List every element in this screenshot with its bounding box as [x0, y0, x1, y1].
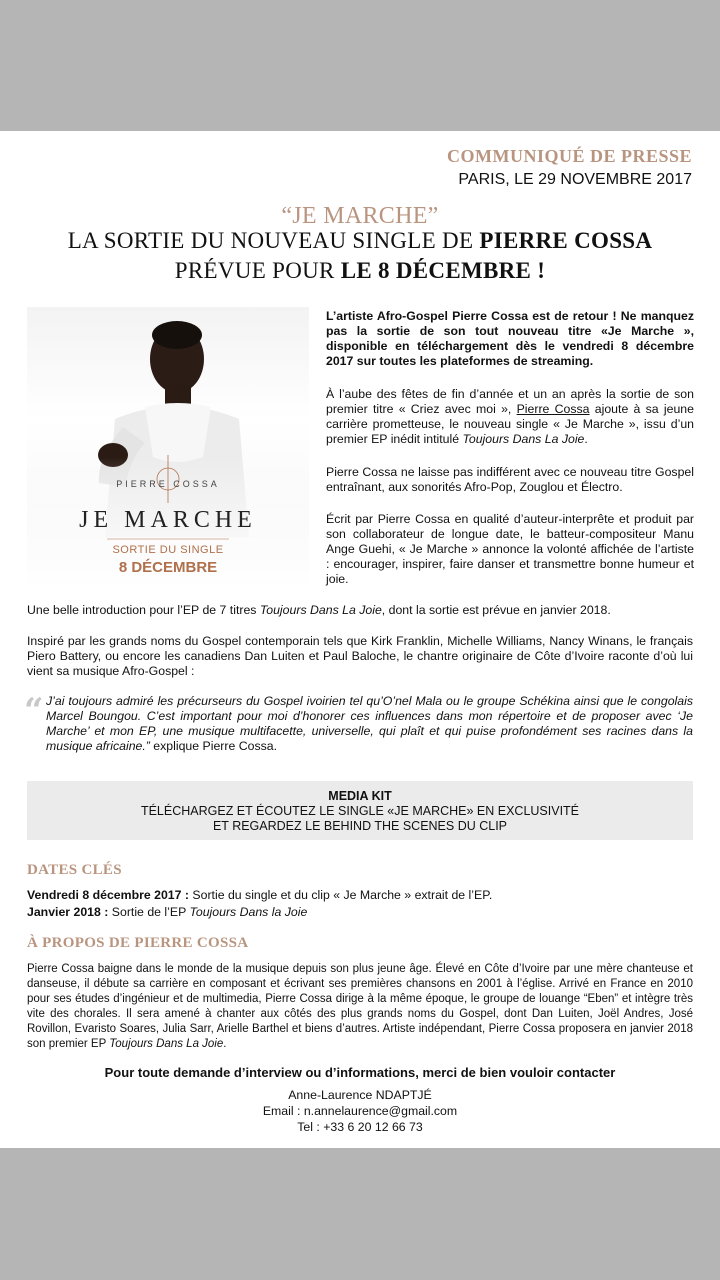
paragraph-1-c: .: [584, 432, 588, 446]
quote-mark-icon: “: [24, 691, 44, 731]
headline-line-3: [0, 258, 720, 284]
ep-title: Toujours Dans La Joie: [462, 432, 585, 446]
key-date-1-label: Vendredi 8 décembre 2017 :: [27, 888, 189, 902]
single-cover-image: [27, 307, 309, 589]
intro-paragraph: L’artiste Afro-Gospel Pierre Cossa est de retour ! Ne manquez pas la sortie de son tout nouveau titre «Je Marche », disponible en téléchargement dès le vendredi 8 décembre 2017 sur toutes les plateformes de streaming.: [326, 309, 694, 368]
key-date-2-text: Sortie de l’EP: [108, 905, 190, 919]
media-kit-line-1: TÉLÉCHARGEZ ET ÉCOUTEZ LE SINGLE «JE MARCHE» EN EXCLUSIVITÉ: [140, 804, 580, 818]
about-title: À PROPOS DE PIERRE COSSA: [27, 935, 249, 951]
paragraph-1-b: ajoute à sa jeune carrière prometteuse, le nouveau single « Je Marche », issu d’un premier EP inédit intitulé: [326, 402, 694, 446]
key-date-2-label: Janvier 2018 :: [27, 905, 109, 919]
about-end: .: [223, 1038, 227, 1050]
quote-attribution: explique Pierre Cossa.: [149, 739, 278, 753]
contact-phone[interactable]: Tel : +33 6 20 12 66 73: [297, 1120, 423, 1134]
paragraph-2: Pierre Cossa ne laisse pas indifférent avec ce nouveau titre Gospel entraînant, aux sonorités Afro-Pop, Zouglou et Électro.: [326, 465, 694, 494]
artist-link[interactable]: Pierre Cossa: [516, 402, 590, 416]
key-date-1: [27, 888, 492, 902]
key-date-1-text: Sortie du single et du clip « Je Marche » extrait de l’EP.: [189, 888, 493, 902]
media-kit-line-2: ET REGARDEZ LE BEHIND THE SCENES DU CLIP: [212, 819, 508, 833]
paragraph-1-a: À l’aube des fêtes de fin d’année et un an après la sortie de son premier titre « Criez avec moi »,: [326, 387, 694, 416]
headline-line-3-text: PRÉVUE POUR: [174, 258, 341, 283]
key-date-2-ep-title: Toujours Dans la Joie: [189, 905, 308, 919]
about-text: Pierre Cossa baigne dans le monde de la musique depuis son plus jeune âge. Élevé en Côte d’Ivoire par une mère chanteuse et danseuse, il débute sa carrière en composant et écrivant ses premières chansons en 2001 à l’église. Arrivé en France en 2010 pour ses études d’ingénieur et de multimedia, Pierre Cossa dirige à la même époque, le groupe de louange “Eben” et intègre très vite des chorales. Il sera amené à chanter aux côtés des plus grands noms du Gospel, dont Dan Luiten, Joël Andres, José Rovillon, Evaristo Soares, Julia Sarr, Arielle Barthel et biens d’autres. Artiste indépendant, Pierre Cossa proposera en janvier 2018 son premier EP: [27, 963, 693, 1050]
artist-quote: [46, 694, 693, 754]
paragraph-4-b: , dont la sortie est prévue en janvier 2018.: [381, 603, 611, 617]
document-date: PARIS, LE 29 NOVEMBRE 2017: [458, 171, 692, 188]
press-release-page: [0, 131, 720, 1148]
about-paragraph: [27, 962, 693, 1052]
headline-line-2-text: LA SORTIE DU NOUVEAU SINGLE DE: [67, 228, 480, 253]
paragraph-5: Inspiré par les grands noms du Gospel contemporain tels que Kirk Franklin, Michelle Williams, Nancy Winans, le français Piero Battery, ou encore les canadiens Dan Luiten et Paul Baloche, le chantre originaire de Côte d’Ivoire raconte d’où lui vient sa musique Afro-Gospel :: [27, 634, 693, 678]
paragraph-4: [27, 603, 693, 618]
media-kit-title: MEDIA KIT: [328, 789, 392, 803]
cover-subtitle: SORTIE DU SINGLE: [112, 544, 224, 556]
key-date-2: [27, 905, 307, 919]
media-kit-box[interactable]: [27, 781, 693, 840]
paragraph-4-a: Une belle introduction pour l’EP de 7 titres: [27, 603, 260, 617]
paragraph-4-ep-title: Toujours Dans La Joie: [259, 603, 382, 617]
document-type: COMMUNIQUÉ DE PRESSE: [446, 146, 692, 166]
headline-line-2: [0, 228, 720, 254]
headline-release-date: LE 8 DÉCEMBRE !: [340, 258, 546, 283]
contact-call-to-action: Pour toute demande d’interview ou d’informations, merci de bien vouloir contacter: [104, 1065, 616, 1080]
contact-name: Anne-Laurence NDAPTJÉ: [288, 1088, 432, 1102]
cover-date: 8 DÉCEMBRE: [118, 559, 218, 576]
headline-artist: PIERRE COSSA: [479, 228, 653, 253]
quote-text: J’ai toujours admiré les précurseurs du Gospel ivoirien tel qu’O’nel Mala ou le groupe Schékina ainsi que le congolais Marcel Boungou. C’est important pour moi d’honorer ces influences dans mon répertoire et de proposer avec ‘Je Marche’ et mon EP, une musique multifacette, universelle, qui plaît et qui puise profondément ses racines dans la musique africaine.”: [46, 694, 693, 753]
paragraph-3: Écrit par Pierre Cossa en qualité d’auteur-interprête et produit par son collaborateur de longue date, le batteur-compositeur Manu Ange Guehi, « Je Marche » annonce la volonté affichée de l’artiste : encourager, inspirer, faire danser et transmettre bonne humeur et joie.: [326, 512, 694, 586]
key-dates-title: DATES CLÉS: [27, 862, 122, 878]
cover-title: JE MARCHE: [79, 507, 257, 533]
cover-artist-name: PIERRE COSSA: [116, 479, 220, 489]
paragraph-1: [326, 387, 694, 447]
about-ep-title: Toujours Dans La Joie: [109, 1038, 224, 1050]
contact-email[interactable]: Email : n.annelaurence@gmail.com: [262, 1104, 458, 1118]
single-title: “JE MARCHE”: [281, 203, 439, 229]
